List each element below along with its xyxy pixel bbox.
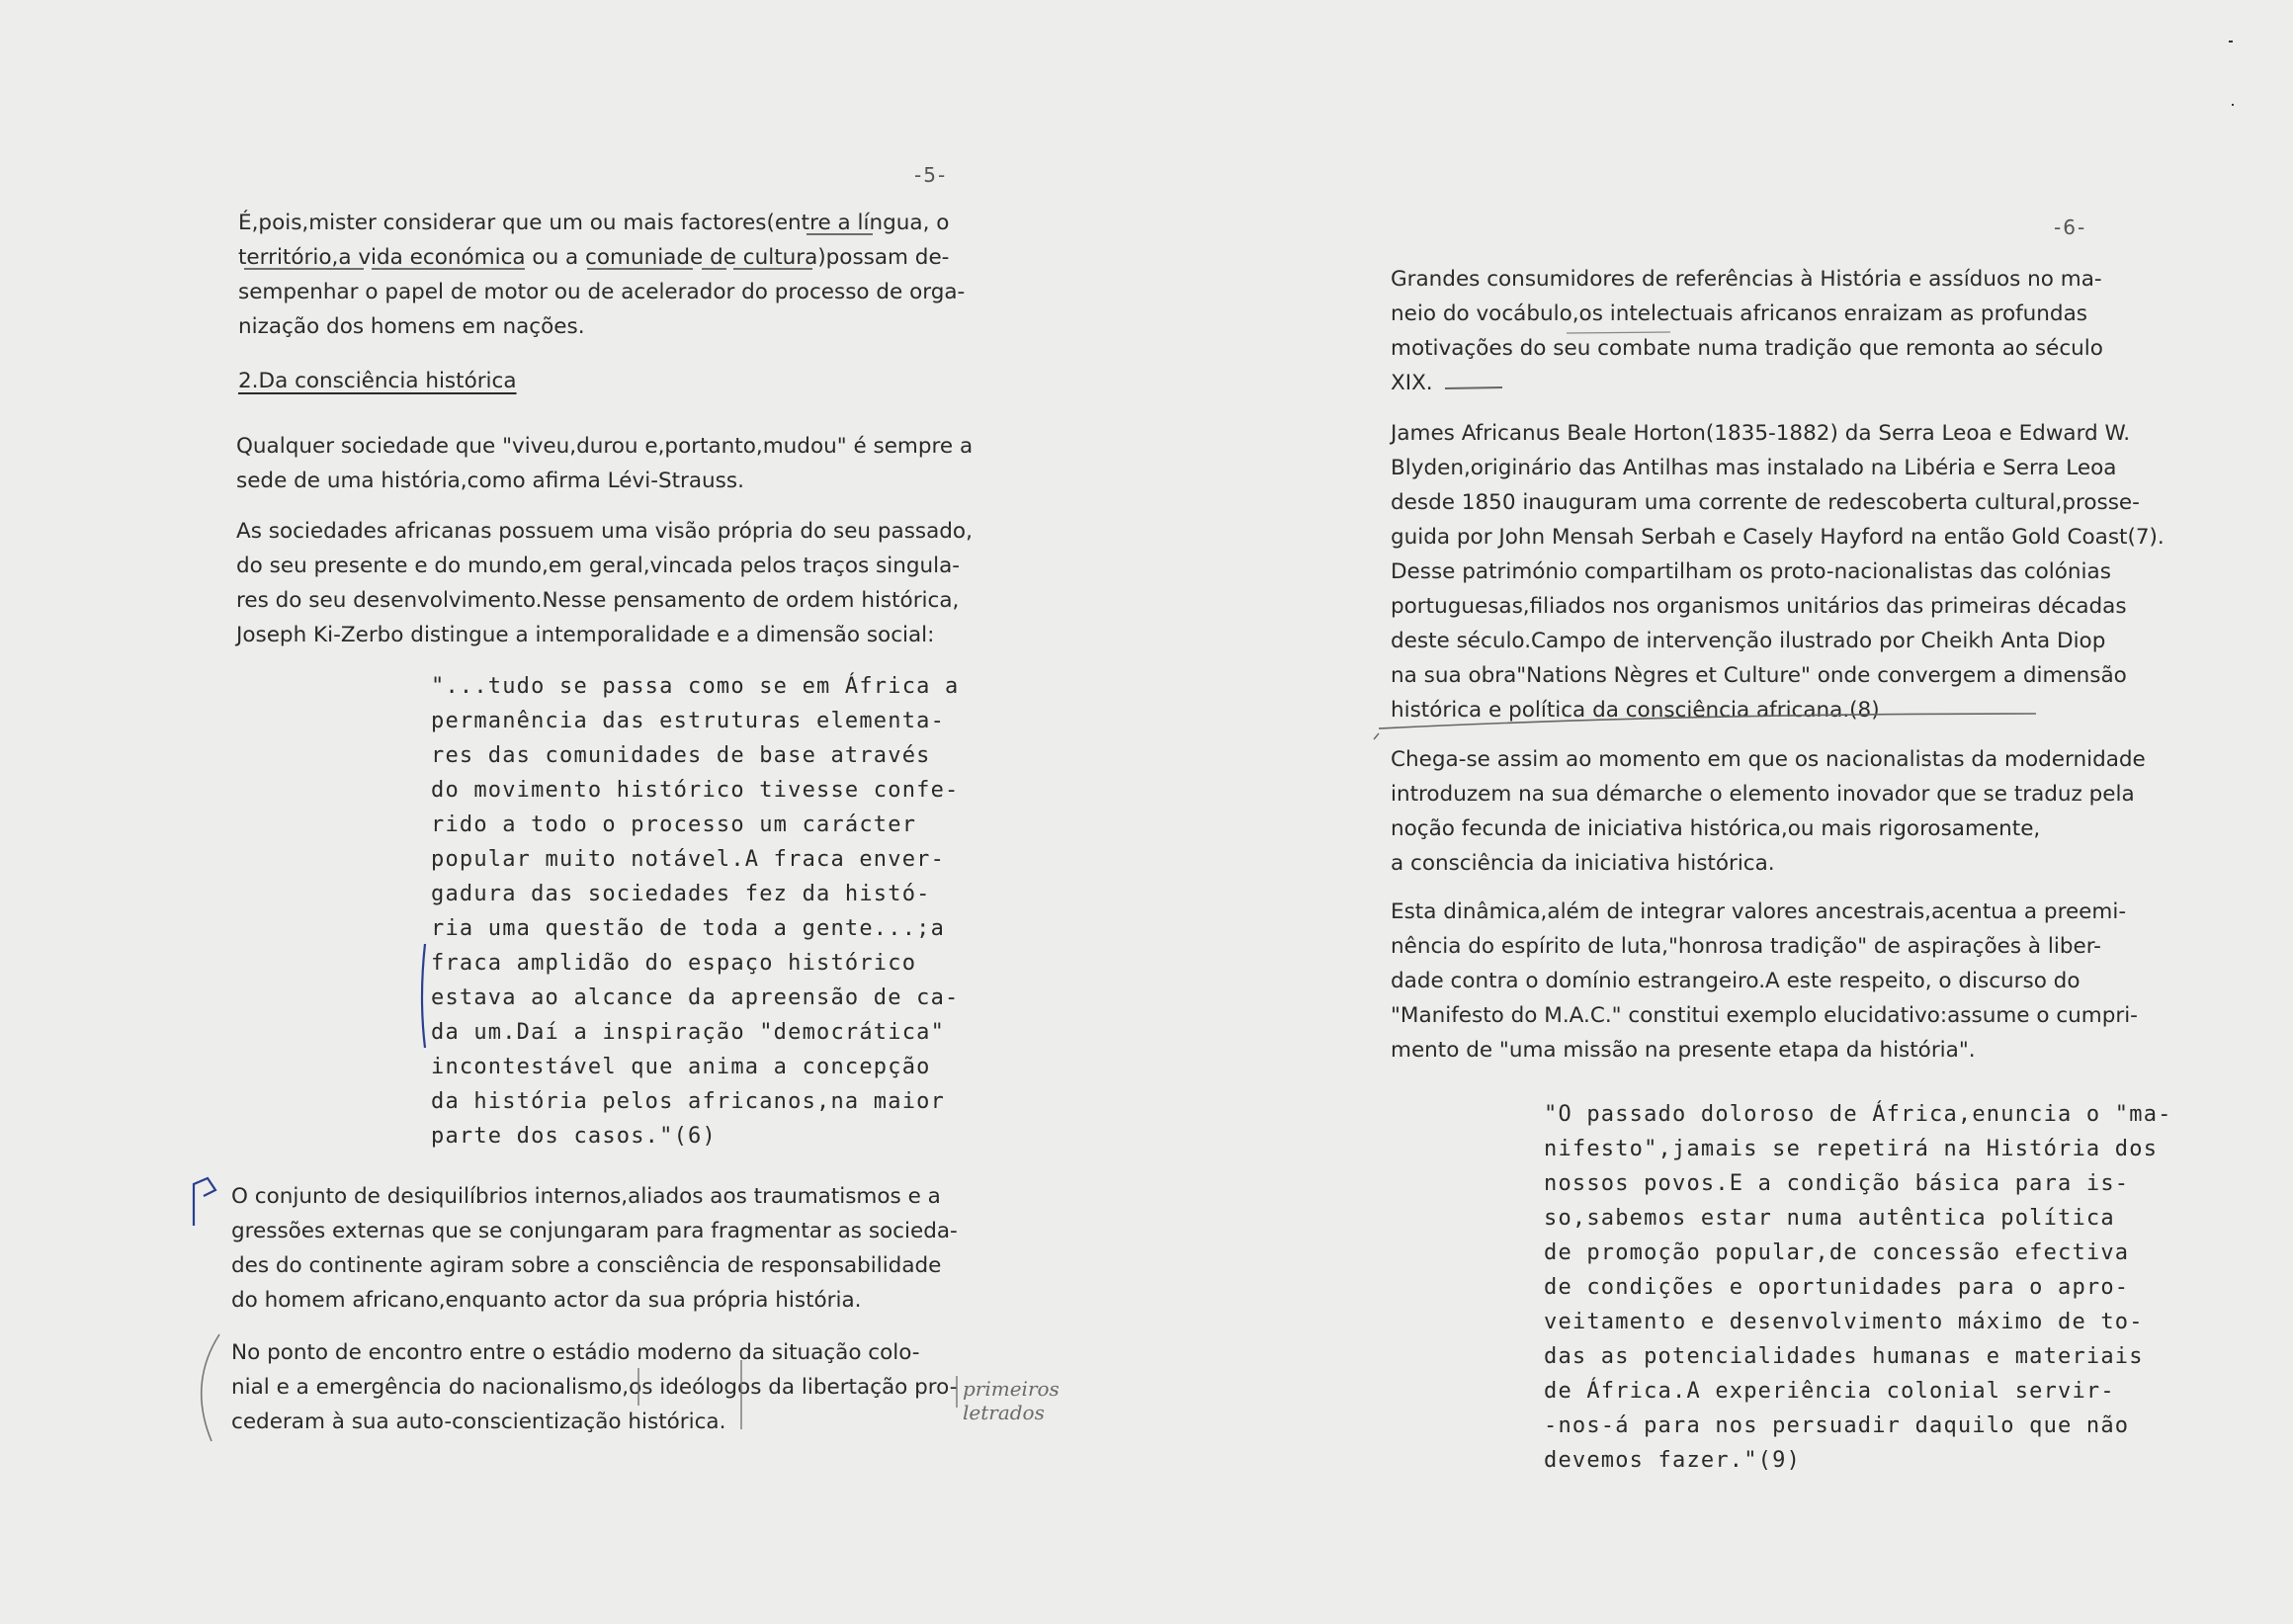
text-line: na sua obra"Nations Nègres et Culture" onde convergem a dimensão	[1391, 663, 2127, 688]
paragraph-1	[1391, 262, 2103, 400]
text-line: cederam à sua auto-conscientização histórica.	[231, 1410, 726, 1434]
text-line: a consciência da iniciativa histórica.	[1391, 851, 1775, 876]
text-line: mento de "uma missão na presente etapa da história".	[1391, 1038, 1976, 1063]
text-line: neio do vocábulo,os intelectuais africanos enraizam as profundas	[1391, 301, 2087, 326]
quote-line: nossos povos.E a condição básica para is-	[1544, 1171, 2130, 1196]
text-line: introduzem na sua démarche o elemento inovador que se traduz pela	[1391, 782, 2135, 807]
text-line: Joseph Ki-Zerbo distingue a intemporalidade e a dimensão social:	[236, 623, 935, 647]
text-line: portuguesas,filiados nos organismos unitários das primeiras décadas	[1391, 594, 2127, 619]
page-number: -5-	[914, 163, 948, 187]
handwritten-note: primeiros letrados	[963, 1377, 1060, 1424]
quote-line: incontestável que anima a concepção	[431, 1055, 931, 1079]
quote-line: do movimento histórico tivesse confe-	[431, 778, 960, 803]
text-line: motivações do seu combate numa tradição que remonta ao século	[1391, 336, 2103, 361]
text-line: Blyden,originário das Antilhas mas instalado na Libéria e Serra Leoa	[1391, 456, 2117, 480]
text-line: nial e a emergência do nacionalismo,os ideólogos da libertação pro-	[231, 1375, 958, 1400]
quote-line: de promoção popular,de concessão efectiva	[1544, 1240, 2130, 1265]
quote-line: "...tudo se passa como se em África a	[431, 674, 960, 699]
left-page	[0, 0, 1146, 1624]
quote-line: da história pelos africanos,na maior	[431, 1089, 946, 1114]
quote-line: devemos fazer."(9)	[1544, 1448, 1802, 1473]
quote-line: ria uma questão de toda a gente...;a	[431, 916, 946, 941]
paragraph-5	[231, 1335, 957, 1439]
text-line: sempenhar o papel de motor ou de acelerador do processo de orga-	[238, 280, 966, 304]
text-line: É,pois,mister considerar que um ou mais factores(entre a língua, o	[238, 211, 950, 235]
quote-line: permanência das estruturas elementa-	[431, 709, 946, 733]
page-number: -6-	[2054, 215, 2087, 239]
text-line: Esta dinâmica,além de integrar valores ancestrais,acentua a preemi-	[1391, 899, 2127, 924]
text-line: sede de uma história,como afirma Lévi-Strauss.	[236, 469, 744, 493]
text-line: histórica e política da consciência africana.(8)	[1391, 698, 1880, 723]
text-line: James Africanus Beale Horton(1835-1882) da Serra Leoa e Edward W.	[1391, 421, 2131, 446]
quote-line: gadura das sociedades fez da histó-	[431, 882, 931, 906]
text-line: território,a vida económica ou a comuniade de cultura)possam de-	[238, 245, 950, 270]
quote-line: res das comunidades de base através	[431, 743, 931, 768]
text-line: No ponto de encontro entre o estádio moderno da situação colo-	[231, 1340, 920, 1365]
quote-line: das as potencialidades humanas e materiais	[1544, 1344, 2144, 1369]
text-line: Chega-se assim ao momento em que os nacionalistas da modernidade	[1391, 747, 2146, 772]
quote-line: so,sabemos estar numa autêntica política	[1544, 1206, 2115, 1231]
text-line: noção fecunda de iniciativa histórica,ou mais rigorosamente,	[1391, 816, 2041, 841]
block-quote	[431, 669, 959, 1154]
text-line: Desse património compartilham os proto-nacionalistas das colónias	[1391, 559, 2111, 584]
quote-line: veitamento e desenvolvimento máximo de to-	[1544, 1310, 2144, 1334]
quote-line: de condições e oportunidades para o apro-	[1544, 1275, 2130, 1300]
text-line: Grandes consumidores de referências à História e assíduos no ma-	[1391, 267, 2102, 292]
text-line: des do continente agiram sobre a consciência de responsabilidade	[231, 1253, 942, 1278]
quote-line: estava ao alcance da apreensão de ca-	[431, 985, 960, 1010]
text-line: gressões externas que se conjungaram para fragmentar as socieda-	[231, 1219, 958, 1243]
paragraph-2	[236, 429, 973, 498]
block-quote	[1544, 1097, 2172, 1478]
text-line: nência do espírito de luta,"honrosa tradição" de aspirações à liber-	[1391, 934, 2101, 959]
text-line: dade contra o domínio estrangeiro.A este respeito, o discurso do	[1391, 969, 2081, 993]
quote-line: parte dos casos."(6)	[431, 1124, 717, 1149]
quote-line: rido a todo o processo um carácter	[431, 812, 917, 837]
text-line: Qualquer sociedade que "viveu,durou e,portanto,mudou" é sempre a	[236, 434, 974, 459]
text-line: desde 1850 inauguram uma corrente de redescoberta cultural,prosse-	[1391, 490, 2140, 515]
quote-line: de África.A experiência colonial servir-	[1544, 1379, 2115, 1404]
text-line: do homem africano,enquanto actor da sua própria história.	[231, 1288, 862, 1313]
text-line: deste século.Campo de intervenção ilustrado por Cheikh Anta Diop	[1391, 629, 2106, 653]
paragraph-4	[231, 1179, 958, 1318]
quote-line: fraca amplidão do espaço histórico	[431, 951, 917, 976]
paragraph-3	[236, 514, 973, 652]
quote-line: popular muito notável.A fraca enver-	[431, 847, 946, 872]
quote-line: da um.Daí a inspiração "democrática"	[431, 1020, 946, 1045]
quote-line: -nos-á para nos persuadir daquilo que não	[1544, 1413, 2130, 1438]
quote-line: nifesto",jamais se repetirá na História dos	[1544, 1137, 2159, 1161]
text-line: guida por John Mensah Serbah e Casely Hayford na então Gold Coast(7).	[1391, 525, 2165, 550]
paragraph-3	[1391, 742, 2146, 881]
paragraph-4	[1391, 895, 2138, 1068]
text-line: O conjunto de desiquilíbrios internos,aliados aos traumatismos e a	[231, 1184, 941, 1209]
right-page	[1146, 0, 2293, 1624]
text-line: XIX.	[1391, 371, 1433, 395]
section-heading: 2.Da consciência histórica	[238, 369, 517, 393]
text-line: "Manifesto do M.A.C." constitui exemplo elucidativo:assume o cumpri-	[1391, 1003, 2138, 1028]
text-line: nização dos homens em nações.	[238, 314, 585, 339]
paragraph-2	[1391, 416, 2165, 727]
text-line: As sociedades africanas possuem uma visão própria do seu passado,	[236, 519, 973, 544]
text-line: res do seu desenvolvimento.Nesse pensamento de ordem histórica,	[236, 588, 960, 613]
quote-line: "O passado doloroso de África,enuncia o "ma-	[1544, 1102, 2172, 1127]
text-line: do seu presente e do mundo,em geral,vincada pelos traços singula-	[236, 554, 960, 578]
paragraph-1	[238, 206, 965, 344]
